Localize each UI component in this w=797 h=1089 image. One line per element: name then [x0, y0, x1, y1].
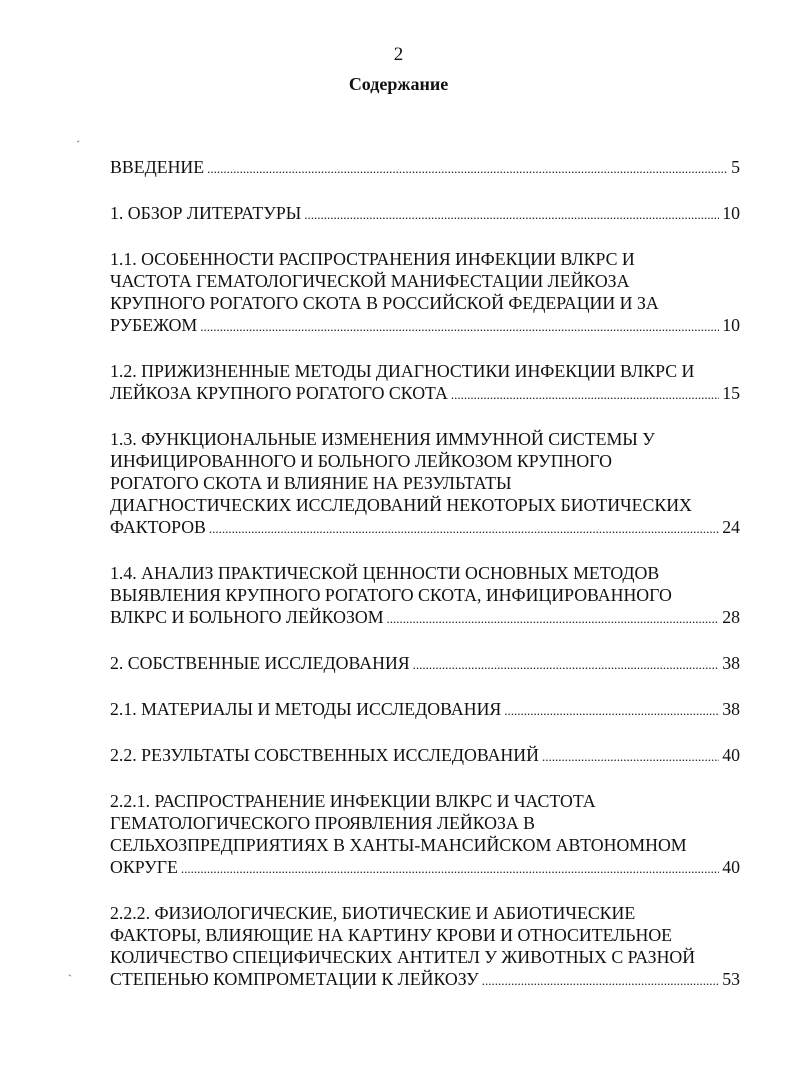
toc-entry[interactable]	[110, 902, 740, 992]
toc-entry-last-line	[110, 202, 740, 226]
page-title: Содержание	[348, 74, 449, 94]
toc-entry[interactable]	[110, 156, 740, 180]
toc-entry-last-line	[110, 968, 740, 992]
toc-entry-title: ВЛКРС И БОЛЬНОГО ЛЕЙКОЗОМ	[110, 607, 384, 627]
toc-entry-page: 5	[731, 157, 740, 177]
dot-leader	[413, 652, 720, 676]
toc-entry-line: ДИАГНОСТИЧЕСКИХ ИССЛЕДОВАНИЙ НЕКОТОРЫХ БИОТИЧЕСКИХ	[110, 495, 692, 515]
toc-entry-line: ФАКТОРЫ, ВЛИЯЮЩИЕ НА КАРТИНУ КРОВИ И ОТНОСИТЕЛЬНОЕ	[110, 925, 673, 945]
toc-entry-last-line	[110, 698, 740, 722]
toc-entry-line: 2.2.2. ФИЗИОЛОГИЧЕСКИЕ, БИОТИЧЕСКИЕ И АБИОТИЧЕСКИЕ	[110, 903, 636, 923]
toc-entry-line: ВЫЯВЛЕНИЯ КРУПНОГО РОГАТОГО СКОТА, ИНФИЦИРОВАННОГО	[110, 585, 672, 605]
dot-leader	[207, 156, 728, 180]
dot-leader	[451, 382, 719, 406]
toc-entry-page: 40	[722, 745, 740, 765]
toc-entry[interactable]	[110, 652, 740, 676]
toc-entry-page: 38	[722, 653, 740, 673]
toc-entry-page: 10	[722, 315, 740, 335]
toc-entry-line: КРУПНОГО РОГАТОГО СКОТА В РОССИЙСКОЙ ФЕДЕРАЦИИ И ЗА	[110, 293, 659, 313]
toc-entry-line: КОЛИЧЕСТВО СПЕЦИФИЧЕСКИХ АНТИТЕЛ У ЖИВОТНЫХ С РАЗНОЙ	[110, 947, 696, 967]
dot-leader	[542, 744, 719, 768]
toc-entry-title: ОКРУГЕ	[110, 857, 178, 877]
toc-entry-last-line	[110, 516, 740, 540]
toc-entry-title: 2. СОБСТВЕННЫЕ ИССЛЕДОВАНИЯ	[110, 653, 410, 673]
page-number: 2	[393, 44, 404, 65]
toc-entry-title: 2.1. МАТЕРИАЛЫ И МЕТОДЫ ИССЛЕДОВАНИЯ	[110, 699, 502, 719]
toc-entry[interactable]	[110, 744, 740, 768]
toc-entry-page: 15	[722, 383, 740, 403]
toc-entry-last-line	[110, 856, 740, 880]
toc-entry-line: ГЕМАТОЛОГИЧЕСКОГО ПРОЯВЛЕНИЯ ЛЕЙКОЗА В	[110, 813, 536, 833]
toc-entry-line: ЧАСТОТА ГЕМАТОЛОГИЧЕСКОЙ МАНИФЕСТАЦИИ ЛЕЙКОЗА	[110, 271, 630, 291]
toc-entry[interactable]	[110, 202, 740, 226]
toc-entry-page: 38	[722, 699, 740, 719]
scan-speck: ´	[76, 138, 80, 152]
toc-entry-page: 24	[722, 517, 740, 537]
toc-entry-line: 1.1. ОСОБЕННОСТИ РАСПРОСТРАНЕНИЯ ИНФЕКЦИИ ВЛКРС И	[110, 249, 635, 269]
toc-entry-title: 2.2. РЕЗУЛЬТАТЫ СОБСТВЕННЫХ ИССЛЕДОВАНИЙ	[110, 745, 539, 765]
toc-entry[interactable]	[110, 360, 740, 406]
dot-leader	[504, 698, 719, 722]
toc-entry-title: ВВЕДЕНИЕ	[110, 157, 205, 177]
toc-entry-last-line	[110, 652, 740, 676]
toc-entry-title: ФАКТОРОВ	[110, 517, 206, 537]
toc-entry-page: 10	[722, 203, 740, 223]
toc-entry-last-line	[110, 744, 740, 768]
toc-entry-title: 1. ОБЗОР ЛИТЕРАТУРЫ	[110, 203, 302, 223]
toc-entry-line: РОГАТОГО СКОТА И ВЛИЯНИЕ НА РЕЗУЛЬТАТЫ	[110, 473, 512, 493]
dot-leader	[200, 314, 719, 338]
dot-leader	[209, 516, 719, 540]
toc-entry-line: 1.2. ПРИЖИЗНЕННЫЕ МЕТОДЫ ДИАГНОСТИКИ ИНФЕКЦИИ ВЛКРС И	[110, 361, 695, 381]
toc-entry[interactable]	[110, 562, 740, 630]
toc-entry-last-line	[110, 382, 740, 406]
toc-entry-last-line	[110, 156, 740, 180]
toc-entry-line: СЕЛЬХОЗПРЕДПРИЯТИЯХ В ХАНТЫ-МАНСИЙСКОМ АВТОНОМНОМ	[110, 835, 687, 855]
toc-entry-line: 1.3. ФУНКЦИОНАЛЬНЫЕ ИЗМЕНЕНИЯ ИММУННОЙ СИСТЕМЫ У	[110, 429, 655, 449]
toc-entry[interactable]	[110, 790, 740, 880]
toc-entry-line: 1.4. АНАЛИЗ ПРАКТИЧЕСКОЙ ЦЕННОСТИ ОСНОВНЫХ МЕТОДОВ	[110, 563, 660, 583]
toc-entry-line: ИНФИЦИРОВАННОГО И БОЛЬНОГО ЛЕЙКОЗОМ КРУПНОГО	[110, 451, 612, 471]
table-of-contents	[110, 156, 740, 1014]
dot-leader	[387, 606, 720, 630]
scan-speck: `	[68, 972, 72, 986]
toc-entry[interactable]	[110, 248, 740, 338]
toc-entry-last-line	[110, 606, 740, 630]
dot-leader	[482, 968, 719, 992]
toc-entry-line: 2.2.1. РАСПРОСТРАНЕНИЕ ИНФЕКЦИИ ВЛКРС И ЧАСТОТА	[110, 791, 596, 811]
toc-entry-page: 40	[722, 857, 740, 877]
toc-entry-title: РУБЕЖОМ	[110, 315, 198, 335]
toc-entry[interactable]	[110, 698, 740, 722]
dot-leader	[181, 856, 719, 880]
toc-entry-title: СТЕПЕНЬЮ КОМПРОМЕТАЦИИ К ЛЕЙКОЗУ	[110, 969, 479, 989]
dot-leader	[304, 202, 719, 226]
toc-entry-title: ЛЕЙКОЗА КРУПНОГО РОГАТОГО СКОТА	[110, 383, 448, 403]
toc-entry-page: 28	[722, 607, 740, 627]
toc-entry-last-line	[110, 314, 740, 338]
toc-entry-page: 53	[722, 969, 740, 989]
toc-entry[interactable]	[110, 428, 740, 540]
